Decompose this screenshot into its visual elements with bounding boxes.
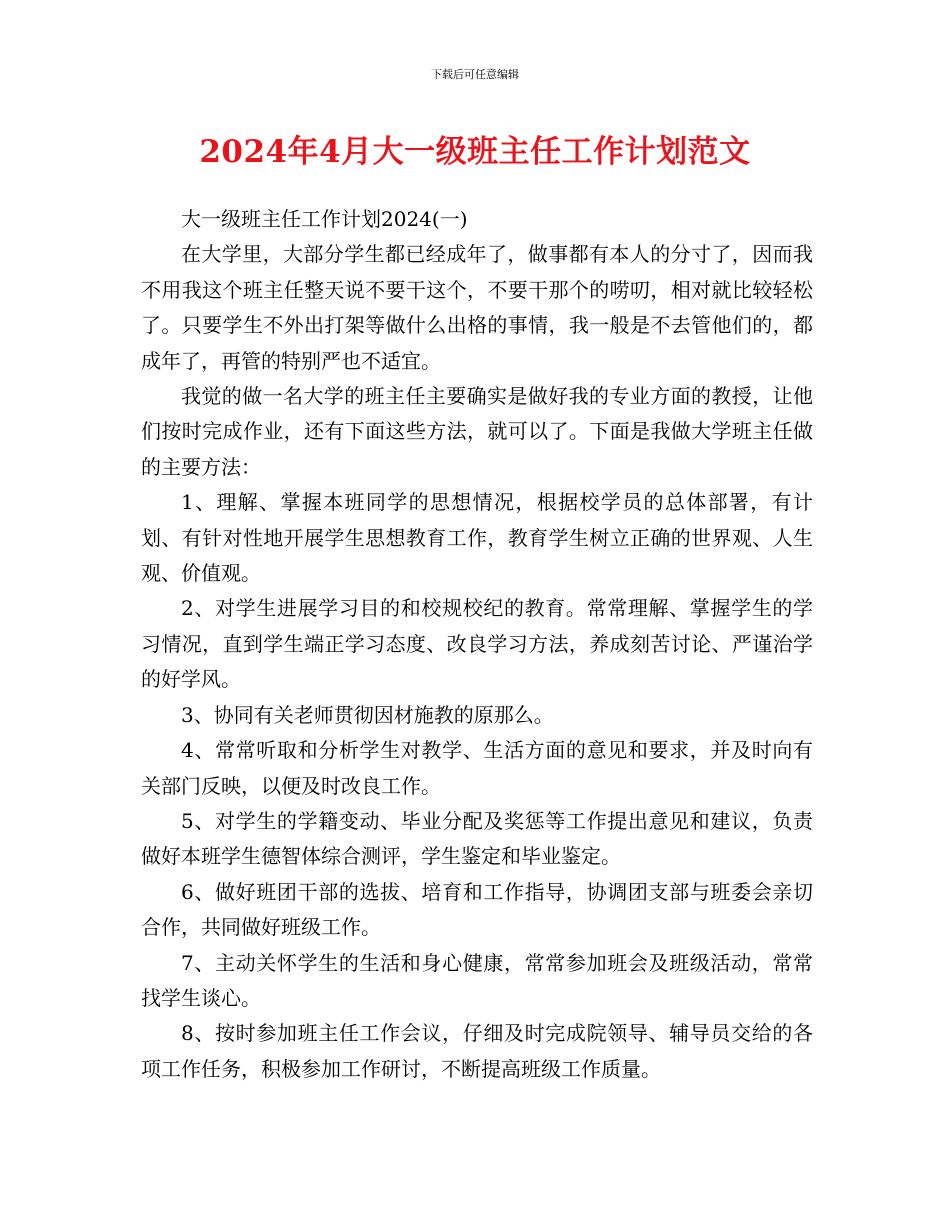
document-title: 2024年4月大一级班主任工作计划范文 [199,134,751,170]
paragraph-subtitle: 大一级班主任工作计划2024(一) [181,207,468,231]
document-body [141,202,813,1087]
list-item: 8、按时参加班主任工作会议，仔细及时完成院领导、辅导员交给的各项工作任务，积极参加工作研讨，不断提高班级工作质量。 [141,1021,813,1081]
header-note: 下载后可任意编辑 [431,68,519,81]
list-item: 6、做好班团干部的选拔、培育和工作指导，协调团支部与班委会亲切合作，共同做好班级工作。 [141,879,813,940]
paragraph: 我觉的做一名大学的班主任主要确实是做好我的专业方面的教授，让他们按时完成作业，还有下面这些方法，就可以了。下面是我做大学班主任做的主要方法： [141,384,813,479]
list-item: 1、理解、掌握本班同学的思想情况，根据校学员的总体部署，有计划、有针对性地开展学生思想教育工作，教育学生树立正确的世界观、人生观、价值观。 [141,490,813,586]
list-item: 4、常常听取和分析学生对教学、生活方面的意见和要求，并及时向有关部门反映，以便及时改良工作。 [141,738,813,798]
paragraph: 在大学里，大部分学生都已经成年了，做事都有本人的分寸了，因而我不用我这个班主任整天说不要干这个，不要干那个的唠叨，相对就比较轻松了。只要学生不外出打架等做什么出格的事情，我一般是不去管他们的，都成年了，再管的特别严也不适宜。 [141,242,813,373]
list-item: 7、主动关怀学生的生活和身心健康，常常参加班会及班级活动，常常找学生谈心。 [141,950,813,1010]
list-item: 5、对学生的学籍变动、毕业分配及奖惩等工作提出意见和建议，负责做好本班学生德智体综合测评，学生鉴定和毕业鉴定。 [141,808,813,869]
list-item: 2、对学生进展学习目的和校规校纪的教育。常常理解、掌握学生的学习情况，直到学生端正学习态度、改良学习方法，养成刻苦讨论、严谨治学的好学风。 [141,596,813,692]
list-item: 3、协同有关老师贯彻因材施教的原那么。 [181,702,554,727]
